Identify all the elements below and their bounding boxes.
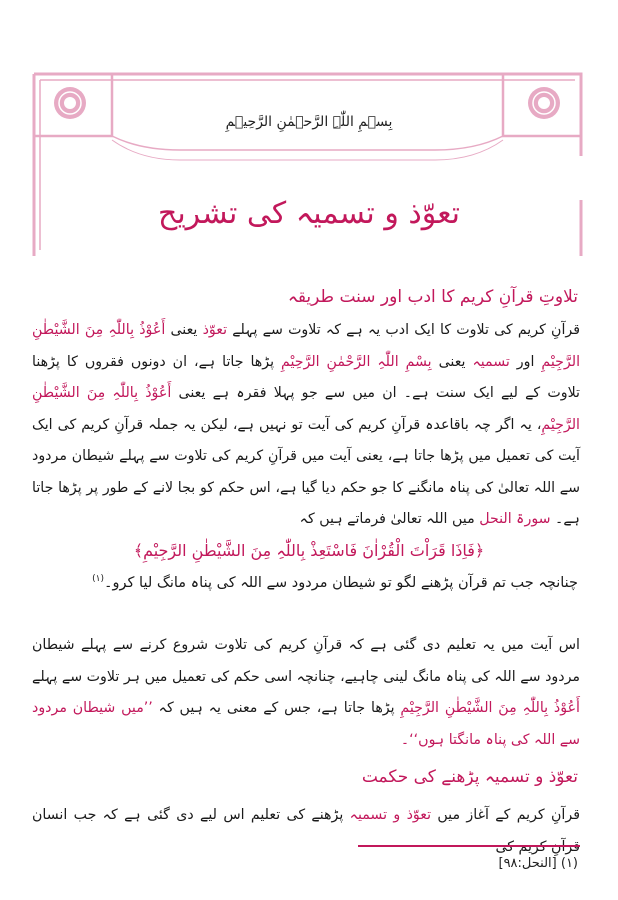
highlight-meaning: ’’میں شیطان مردود سے اللہ کی پناہ مانگتا ہوں‘‘۔: [32, 700, 580, 748]
highlight-surah-nahl: سورۃ النحل: [479, 511, 551, 527]
text-run: قرآنِ کریم کی تلاوت کا ایک ادب یہ ہے کہ تلاوت سے پہلے: [227, 322, 581, 338]
chapter-title: تعوّذ و تسمیہ کی تشریح: [157, 196, 461, 231]
text-run: یعنی: [431, 353, 473, 370]
text-run: اور: [509, 353, 542, 370]
footnote: [498, 856, 578, 871]
text-run: پڑھنے کی تعلیم اس لیے دی گئی ہے کہ جب انسان: [32, 807, 344, 823]
highlight-tasmiya: تسمیہ: [472, 353, 510, 370]
highlight-arabic-bismillah: بِسْمِ اللّٰہِ الرَّحْمٰنِ الرَّحِیْمِ: [281, 353, 432, 370]
text-run: میں اللہ تعالیٰ فرماتے ہیں کہ: [299, 511, 480, 527]
footnote-reference: [النحل:۹۸]: [498, 856, 557, 871]
text-run: ، یہ اگر چہ باقاعدہ قرآنِ کریم کی آیت تو نہیں ہے، لیکن یہ جملہ قرآنِ کریم کی ایک آیت کی تعمیل میں پڑھا جاتا ہے، یعنی آیت میں قرآنِ کریم کی تلاوت سے پہلے شیطان مردود سے اللہ تعالیٰ کی پناہ مانگنے کا جو حکم دیا گیا ہے، اس حکم کو بجا لانے کے طور پر پڑھا جاتا ہے۔: [32, 416, 580, 527]
highlight-arabic-taawwuz: أَعُوْذُ بِاللّٰہِ مِنَ الشَّیْطٰنِ الرَّجِیْمِ: [32, 322, 581, 370]
highlight-taawwuz-tasmiya: تعوّذ و تسمیہ: [349, 807, 432, 823]
section-heading-etiquette: تلاوتِ قرآنِ کریم کا ادب اور سنت طریقہ: [287, 287, 578, 307]
text-run: پڑھا جاتا ہے، ان دونوں فقروں کا پڑھنا تلاوت کے لیے ایک سنت ہے۔ ان میں سے جو پہلا فقرہ ہے یعنی: [32, 353, 580, 401]
highlight-arabic-taawwuz-3: أَعُوْذُ بِاللّٰہِ مِنَ الشَّیْطٰنِ الرَّجِیْمِ: [400, 700, 580, 716]
text-run: اس آیت میں یہ تعلیم دی گئی ہے کہ قرآنِ کریم کی تلاوت شروع کرنے سے پہلے شیطان مردود سے اللہ کی پناہ مانگ لینی چاہیے، چنانچہ اسی حکم کی تعمیل میں ہر تلاوت سے پہلے: [32, 637, 580, 685]
section-heading-wisdom: تعوّذ و تسمیہ پڑھنے کی حکمت: [361, 767, 578, 787]
text-run: یعنی: [165, 322, 203, 338]
translation-text: چنانچہ جب تم قرآن پڑھنے لگو تو شیطان مردود سے اللہ کی پناہ مانگ لیا کرو۔: [104, 574, 578, 591]
text-run: قرآنِ کریم کے آغاز میں: [431, 807, 580, 823]
paragraph-wisdom: [32, 800, 580, 863]
highlight-taawwuz: تعوّذ: [202, 322, 228, 338]
footnote-divider: [358, 845, 580, 847]
footnote-marker: (۱): [92, 574, 105, 584]
paragraph-explanation: [32, 630, 580, 756]
verse-translation: [60, 574, 578, 591]
quran-verse: ﴿فَاِذَا قَرَاْتَ الْقُرْاٰنَ فَاسْتَعِذْ بِاللّٰہِ مِنَ الشَّیْطٰنِ الرَّجِیْمِ﴾: [133, 541, 485, 560]
paragraph-etiquette: [32, 315, 580, 536]
bismillah: بِسۡمِ اللّٰہِ الرَّحۡمٰنِ الرَّحِیۡمِ: [225, 114, 393, 130]
footnote-number: (۱): [560, 856, 578, 871]
text-run: پڑھا جاتا ہے، جس کے معنی یہ ہیں کہ: [152, 700, 401, 716]
ornamental-header-frame: [30, 70, 585, 260]
highlight-arabic-taawwuz-2: أَعُوْذُ بِاللّٰہِ مِنَ الشَّیْطٰنِ الرَّجِیْمِ: [32, 385, 580, 433]
